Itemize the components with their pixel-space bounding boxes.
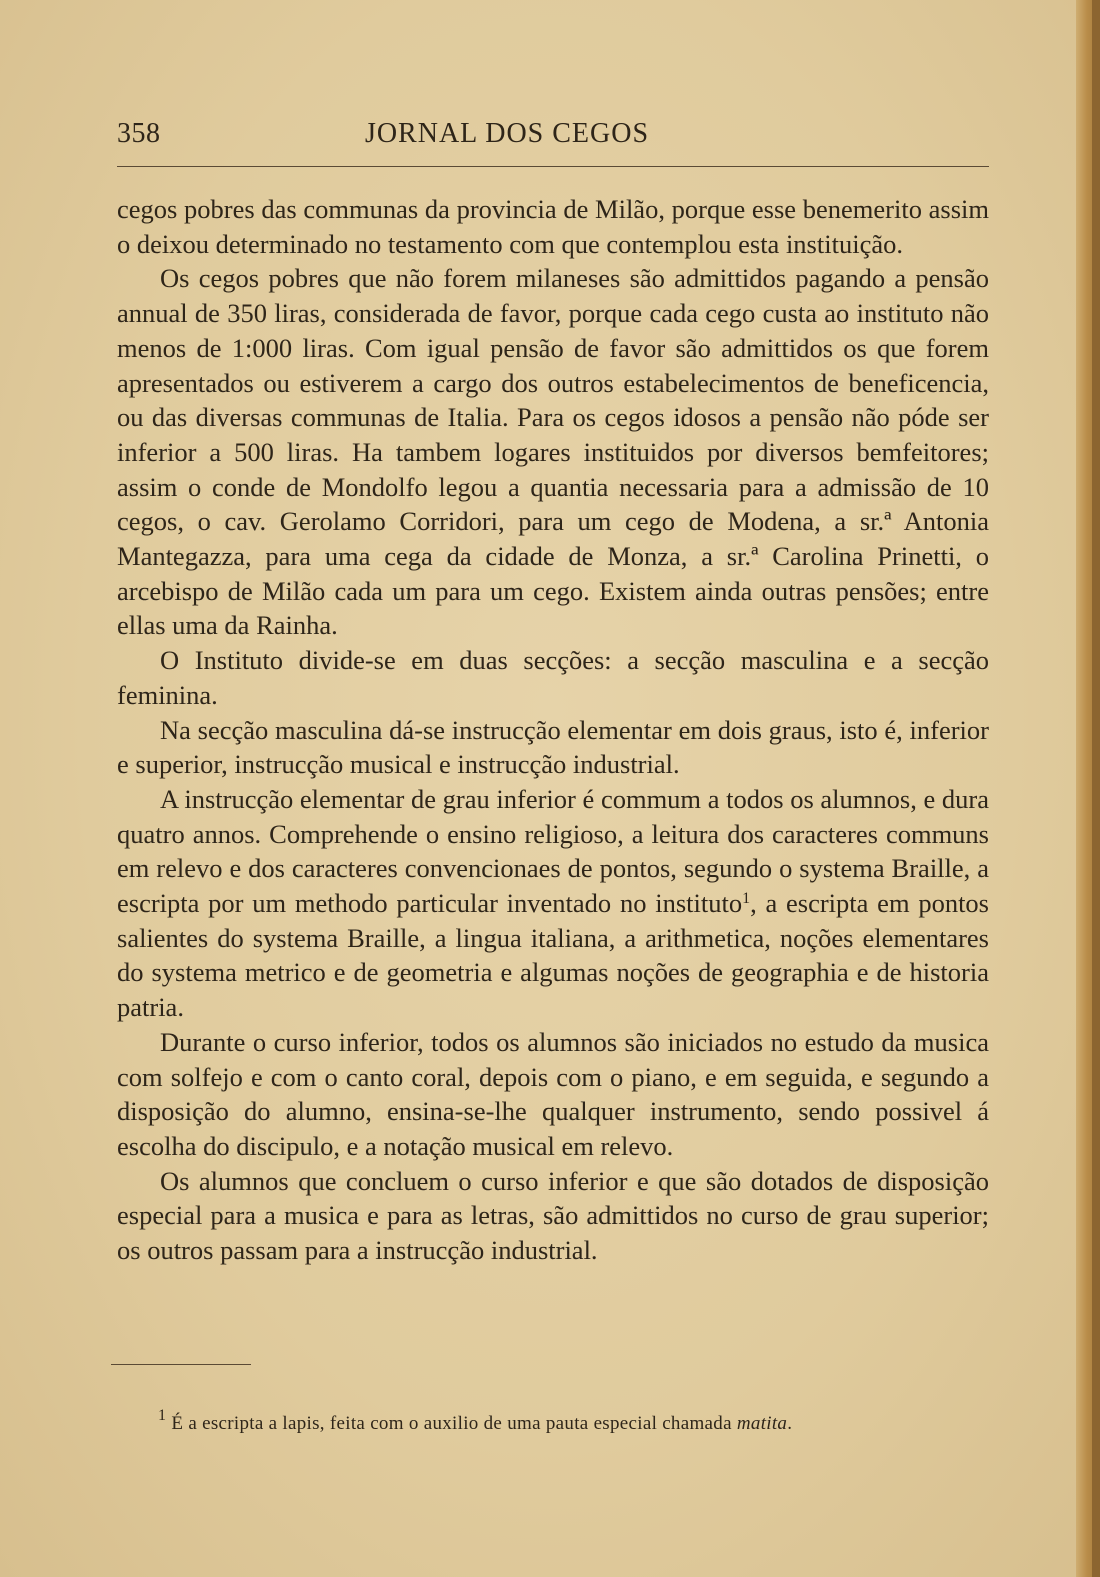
page-header [117, 118, 989, 158]
running-title: JORNAL DOS CEGOS [364, 118, 650, 149]
footnote-reference: 1 [742, 890, 751, 908]
paragraph-5-text-a: A instrucção elementar de grau inferior é commum a todos os alumnos, e dura quatro annos. Comprehende o ensino religioso, a leitura dos caracteres communs em relevo e dos caracteres convencionaes de pontos, segundo o systema Braille, a escripta por um methodo particular inventado no instituto [117, 783, 989, 919]
header-rule [117, 166, 989, 167]
paragraph-5-text-b: , a escripta em pontos salientes do systema Braille, a lingua italiana, a arithmetica, noções elementares do systema metrico e de geometria e algumas noções de geographia e de historia patria. [117, 888, 989, 1023]
footnote [158, 1407, 988, 1437]
paragraph-5 [117, 782, 989, 1025]
paragraph-6: Durante o curso inferior, todos os alumnos são iniciados no estudo da musica com solfejo e com o canto coral, depois com o piano, e em seguida, e segundo a disposição do alumno, ensina-se-lhe qualquer instrumento, sendo possivel á escolha do discipulo, e a notação musical em relevo. [117, 1026, 989, 1161]
page-edge-binding [1092, 0, 1100, 1577]
footnote-rule [111, 1364, 251, 1365]
footnote-end: . [787, 1413, 793, 1434]
paragraph-1: cegos pobres das communas da provincia de Milão, porque esse benemerito assim o deixou determinado no testamento com que contemplou esta instituição. [117, 194, 989, 259]
footnote-term: matita [736, 1413, 788, 1434]
body-text [117, 192, 989, 1268]
footnote-text: É a escripta a lapis, feita com o auxilio de uma pauta especial chamada [166, 1413, 737, 1434]
page-number: 358 [117, 118, 161, 149]
paragraph-4: Na secção masculina dá-se instrucção elementar em dois graus, isto é, inferior e superior, instrucção musical e instrucção industrial. [117, 714, 989, 780]
paragraph-2: Os cegos pobres que não forem milaneses são admittidos pagando a pensão annual de 350 liras, considerada de favor, porque cada cego custa ao instituto não menos de 1:000 liras. Com igual pensão de favor são admittidos os que forem apresentados ou estiverem a cargo dos outros estabelecimentos de beneficencia, ou das diversas communas de Italia. Para os cegos idosos a pensão não póde ser inferior a 500 liras. Ha tambem logares instituidos por diversos bemfeitores; assim o conde de Mondolfo legou a quantia necessaria para a admissão de 10 cegos, o cav. Gerolamo Corridori, para um cego de Modena, a sr.ª Antonia Mantegazza, para uma cega da cidade de Monza, a sr.ª Carolina Prinetti, o arcebispo de Milão cada um para um cego. Existem ainda outras pensões; entre ellas uma da Rainha. [117, 263, 989, 641]
footnote-marker: 1 [158, 1407, 167, 1424]
paragraph-7: Os alumnos que concluem o curso inferior e que são dotados de disposição especial para a musica e para as letras, são admittidos no curso de grau superior; os outros passam para a instrucção industrial. [117, 1165, 989, 1266]
paragraph-3: O Instituto divide-se em duas secções: a secção masculina e a secção feminina. [117, 645, 989, 710]
